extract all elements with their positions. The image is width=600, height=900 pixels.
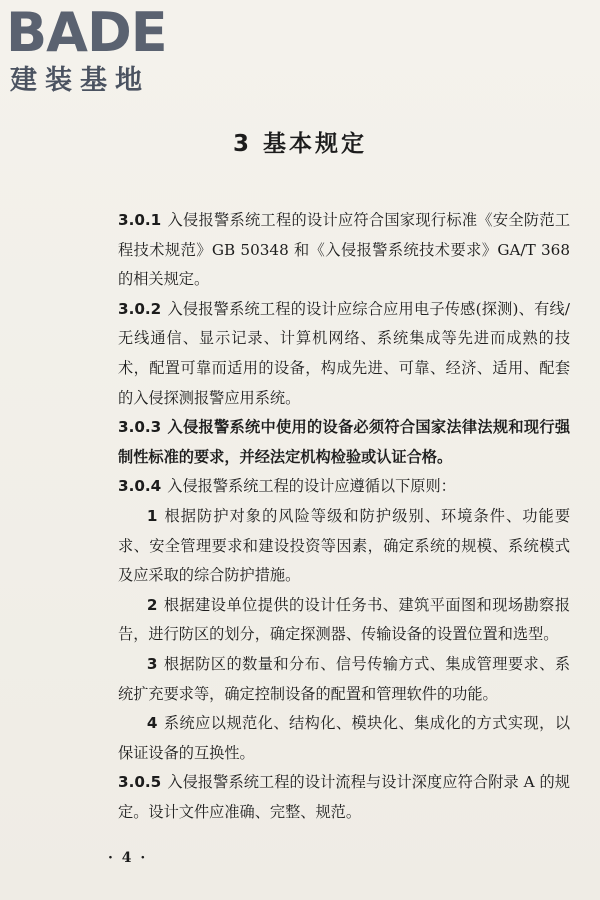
document-body xyxy=(118,206,570,827)
clause-text: 入侵报警系统工程的设计应遵循以下原则： xyxy=(167,477,456,496)
logo-wordmark: BADE xyxy=(6,1,167,64)
clause-3-0-4 xyxy=(118,472,570,502)
item-number: 1 xyxy=(146,506,158,525)
clause-text-mandatory: 入侵报警系统中使用的设备必须符合国家法律法规和现行强制性标准的要求，并经法定机构检验或认证合格。 xyxy=(118,418,570,466)
clause-3-0-3 xyxy=(118,413,570,472)
item-text: 系统应以规范化、结构化、模块化、集成化的方式实现，以保证设备的互换性。 xyxy=(118,714,570,762)
item-number: 3 xyxy=(146,654,158,673)
item-text: 根据建设单位提供的设计任务书、建筑平面图和现场勘察报告，进行防区的划分，确定探测器、传输设备的设置位置和选型。 xyxy=(118,595,570,644)
chapter-title: 3 基本规定 xyxy=(232,131,367,157)
clause-3-0-5 xyxy=(118,768,570,827)
page-number: · 4 · xyxy=(108,850,148,866)
list-item xyxy=(118,709,570,768)
item-text: 根据防护对象的风险等级和防护级别、环境条件、功能要求、安全管理要求和建设投资等因素，确定系统的规模、系统模式及应采取的综合防护措施。 xyxy=(118,506,570,585)
logo-subtitle: 建装基地 xyxy=(10,65,150,96)
list-item xyxy=(118,650,570,709)
list-item xyxy=(118,591,570,650)
clause-3-0-2 xyxy=(118,295,570,413)
item-number: 4 xyxy=(146,714,158,733)
clause-number: 3.0.5 xyxy=(118,773,162,792)
brand-logo xyxy=(6,1,181,96)
clause-number: 3.0.3 xyxy=(118,418,162,437)
clause-number: 3.0.1 xyxy=(118,211,162,229)
clause-number: 3.0.2 xyxy=(118,299,162,318)
item-number: 2 xyxy=(146,595,158,614)
clause-3-0-1 xyxy=(118,206,570,295)
clause-number: 3.0.4 xyxy=(118,477,162,496)
clause-text: 入侵报警系统工程的设计流程与设计深度应符合附录 A 的规定。设计文件应准确、完整、规范。 xyxy=(118,773,570,821)
clause-text: 入侵报警系统工程的设计应综合应用电子传感(探测)、有线/无线通信、显示记录、计算机网络、系统集成等先进而成熟的技术，配置可靠而适用的设备，构成先进、可靠、经济、适用、配套的入侵探测报警应用系统。 xyxy=(118,299,570,407)
list-item xyxy=(118,502,570,591)
clause-text: 入侵报警系统工程的设计应符合国家现行标准《安全防范工程技术规范》GB 50348 和《入侵报警系统技术要求》GA/T 368 的相关规定。 xyxy=(118,211,570,289)
item-text: 根据防区的数量和分布、信号传输方式、集成管理要求、系统扩充要求等，确定控制设备的配置和管理软件的功能。 xyxy=(118,654,570,703)
